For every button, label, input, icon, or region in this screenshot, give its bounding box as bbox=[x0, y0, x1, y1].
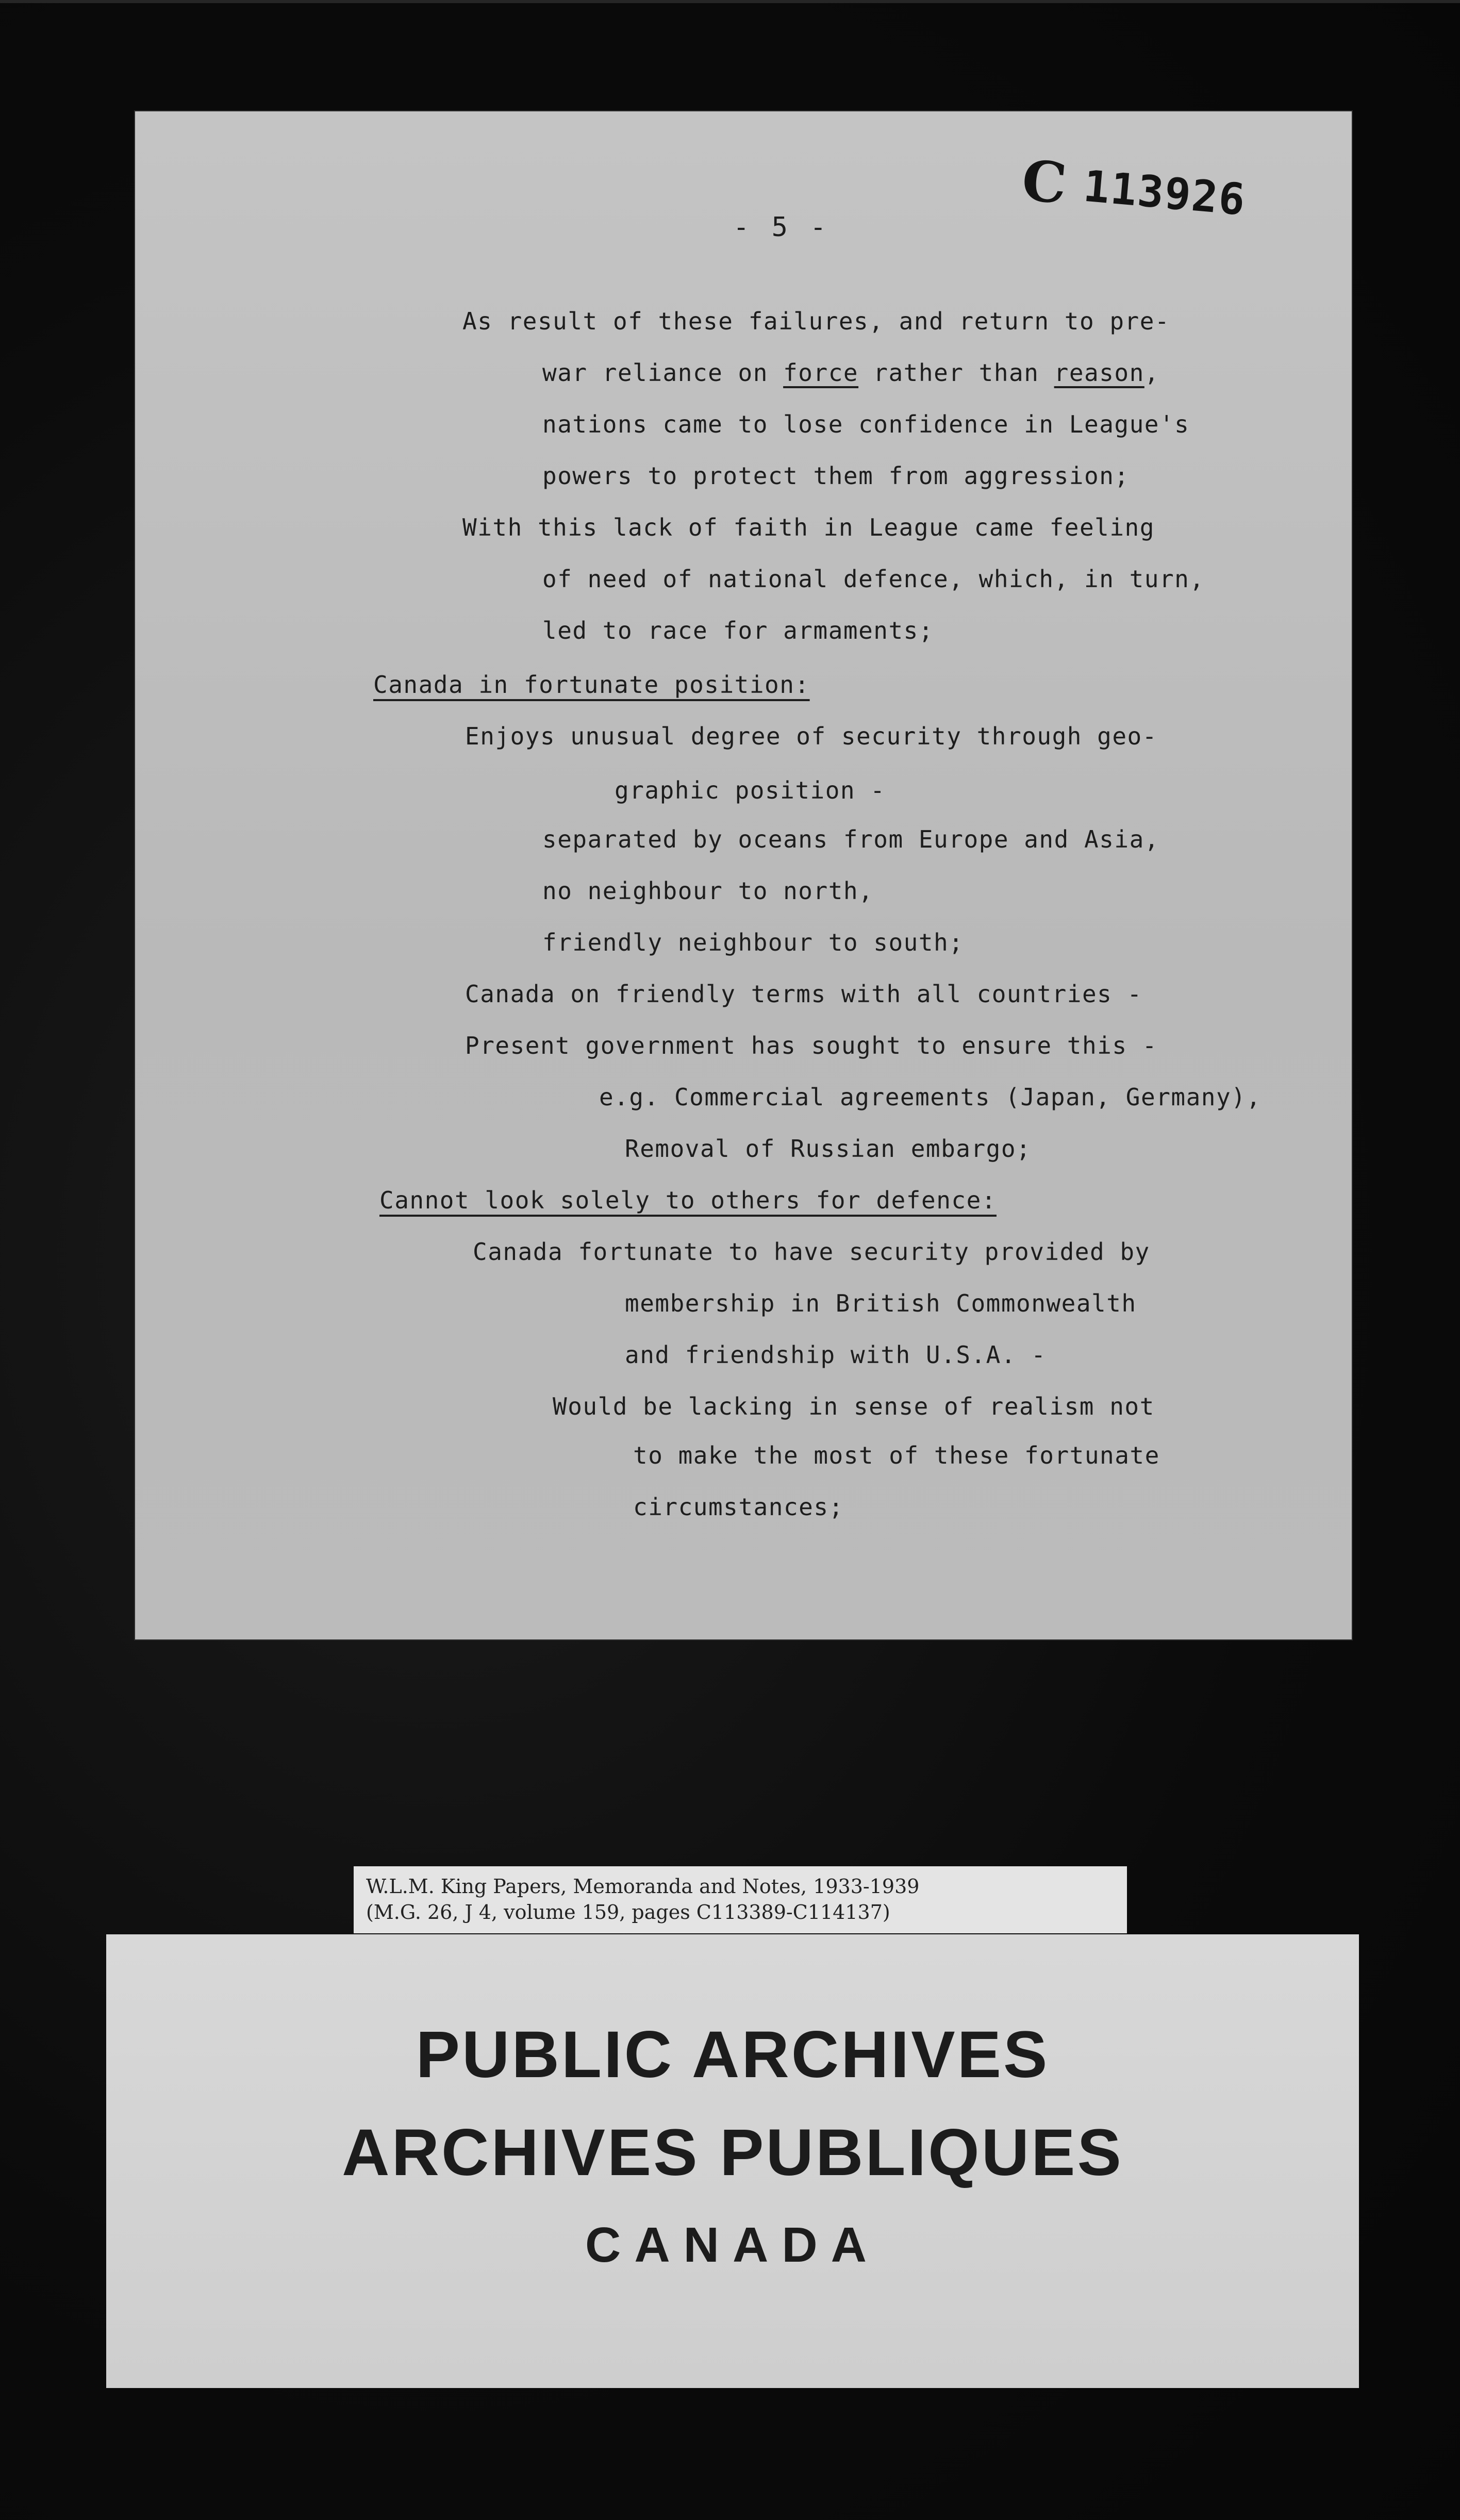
memo-line: With this lack of faith in League came feeling bbox=[462, 513, 1155, 541]
memo-line: Canada on friendly terms with all countries - bbox=[465, 980, 1142, 1008]
memo-line: separated by oceans from Europe and Asia, bbox=[542, 825, 1159, 853]
memo-line: Present government has sought to ensure this - bbox=[465, 1032, 1157, 1059]
stamp-number: 113926 bbox=[1081, 160, 1248, 225]
line-segment: war reliance on bbox=[542, 359, 784, 387]
memo-line: nations came to lose confidence in League's bbox=[542, 410, 1190, 438]
memo-line: powers to protect them from aggression; bbox=[542, 462, 1130, 490]
citation-line-1: W.L.M. King Papers, Memoranda and Notes, 1933-1939 bbox=[366, 1875, 920, 1898]
memo-line: Enjoys unusual degree of security through geo- bbox=[465, 722, 1157, 750]
underlined-word: force bbox=[783, 359, 859, 387]
page-number: - 5 - bbox=[733, 212, 829, 243]
archives-card bbox=[106, 1934, 1359, 2388]
memo-line: no neighbour to north, bbox=[542, 877, 874, 905]
memo-line: to make the most of these fortunate bbox=[633, 1441, 1160, 1469]
line-segment: , bbox=[1144, 359, 1159, 387]
memo-line: led to race for armaments; bbox=[542, 617, 934, 644]
section-heading: Canada in fortunate position: bbox=[373, 671, 810, 699]
archives-title-french: ARCHIVES PUBLIQUES bbox=[342, 2116, 1123, 2190]
archive-stamp bbox=[1019, 148, 1248, 232]
memo-line: circumstances; bbox=[633, 1493, 844, 1521]
line-segment: rather than bbox=[858, 359, 1054, 387]
memo-line: membership in British Commonwealth bbox=[625, 1289, 1137, 1317]
memo-line: Removal of Russian embargo; bbox=[625, 1135, 1032, 1163]
stamp-prefix: C bbox=[1019, 148, 1069, 217]
archives-country: CANADA bbox=[585, 2217, 880, 2273]
memo-line: e.g. Commercial agreements (Japan, Germany), bbox=[599, 1083, 1262, 1111]
document-page bbox=[135, 111, 1352, 1639]
memo-line: of need of national defence, which, in turn, bbox=[542, 565, 1205, 593]
section-heading: Cannot look solely to others for defence: bbox=[379, 1186, 997, 1214]
memo-line: graphic position - bbox=[615, 776, 886, 804]
memo-line: As result of these failures, and return to pre- bbox=[462, 307, 1170, 335]
citation-label bbox=[354, 1866, 1127, 1933]
memo-line bbox=[542, 359, 1159, 387]
underlined-word: reason bbox=[1054, 359, 1144, 387]
memo-line: Canada fortunate to have security provided by bbox=[473, 1238, 1150, 1266]
citation-line-2: (M.G. 26, J 4, volume 159, pages C113389-C114137) bbox=[366, 1901, 890, 1924]
memo-line: Would be lacking in sense of realism not bbox=[553, 1392, 1155, 1420]
archives-title-english: PUBLIC ARCHIVES bbox=[416, 2018, 1050, 2092]
memo-line: friendly neighbour to south; bbox=[542, 929, 964, 956]
memo-line: and friendship with U.S.A. - bbox=[625, 1341, 1047, 1369]
frame-top-edge bbox=[0, 0, 1460, 3]
